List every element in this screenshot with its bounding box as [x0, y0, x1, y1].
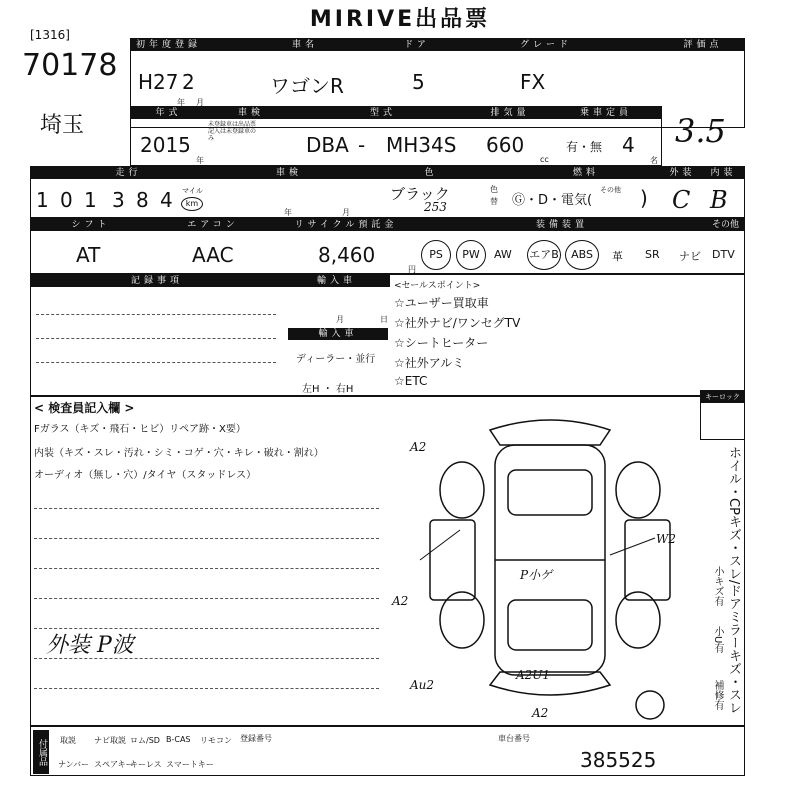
acc-label2: スペアキー: [94, 760, 134, 769]
km-unit: km: [181, 197, 203, 211]
fuel-close: ): [640, 186, 648, 210]
displacement: 660: [486, 133, 525, 157]
notes-line: [36, 314, 276, 315]
acc-label: ロム/SD: [130, 736, 160, 745]
model-year: 2015: [140, 133, 191, 157]
hdr-first-reg: 初年度登録: [131, 39, 206, 51]
document-title: MIRIVE出品票: [309, 7, 491, 32]
capacity-yes-no: 有・無: [566, 140, 603, 154]
inspector-rule: [34, 508, 379, 509]
inspector-rule: [34, 598, 379, 599]
diagram-mark: P小ゲ: [520, 568, 553, 582]
diagram-mark: Au2: [410, 678, 435, 692]
hdr-model-year: 年式: [131, 107, 206, 119]
interior-grade: B: [710, 186, 728, 214]
hdr-grade: グレード: [430, 39, 662, 51]
sales-header: <セールスポイント>: [394, 281, 481, 291]
acc-label: 取説: [60, 736, 76, 745]
hdr-shift: シフト: [31, 219, 151, 231]
inspector-rule: [34, 688, 379, 689]
color-name: ブラック: [390, 185, 450, 203]
unregistered-note: 未登録車は出品票 記入は未登録車の み: [208, 121, 257, 142]
capacity: 4: [622, 133, 635, 157]
inspector-rule: [34, 568, 379, 569]
model-year-unit: 年: [196, 156, 204, 165]
model-prefix: DBA: [306, 133, 349, 157]
import-type-header: 輸入車: [288, 328, 388, 340]
hdr-interior: 内装: [703, 167, 744, 179]
mileage-digit: 1: [84, 188, 97, 212]
equip-sr: SR: [645, 248, 660, 261]
hdr-other: その他: [707, 219, 744, 231]
color-code: 253: [424, 200, 447, 214]
equip-pw: PW: [456, 240, 486, 270]
inspector-header: < 検査員記入欄 >: [34, 401, 135, 415]
notes-line: [36, 362, 276, 363]
hdr-mileage: 走行: [31, 167, 226, 179]
diagram-mark: W2: [656, 532, 676, 546]
lot-bracket: [1316]: [30, 28, 70, 42]
sales-point: ☆社外ナビ/ワンセグTV: [394, 316, 521, 330]
chassis-label: 車台番号: [498, 734, 530, 743]
reg-month: 月: [336, 315, 344, 324]
reg-number-label: 登録番号: [240, 734, 272, 743]
shift: AT: [76, 243, 101, 267]
aircon: AAC: [192, 243, 234, 267]
sales-point: ☆ユーザー買取車: [394, 296, 489, 310]
equip-abs: ABS: [565, 240, 599, 270]
first-reg-year-unit: 年: [177, 98, 185, 107]
capacity-unit: 名: [650, 156, 658, 165]
door-count: 5: [412, 70, 425, 94]
acc-label2: スマートキー: [166, 760, 214, 769]
hdr-aircon: エアコン: [151, 219, 275, 231]
accessory-label: 付属品: [33, 730, 49, 774]
grade: FX: [520, 70, 546, 94]
inspector-rule: [34, 538, 379, 539]
diagram-mark: A2U1: [516, 668, 551, 682]
cc-unit: cc: [540, 155, 549, 164]
hdr-score: 評価点: [662, 39, 744, 51]
exterior-grade: C: [672, 186, 691, 214]
hdr-exterior: 外装: [662, 167, 703, 179]
hdr-key-lock: キーロック: [701, 391, 744, 403]
hdr-model: 型式: [296, 107, 470, 119]
hdr-equipment: 装備装置: [417, 219, 707, 231]
recycle-fee: 8,460: [318, 243, 376, 267]
equip-dtv: DTV: [712, 248, 735, 261]
inspector-handwritten: 外装 P波: [46, 633, 134, 658]
mileage-digit: 1: [36, 188, 49, 212]
hdr-vehicle-check-2: 車検: [226, 167, 352, 179]
acc-label2: キーレス: [130, 760, 162, 769]
first-reg-era: H27: [138, 70, 179, 94]
inspector-line: オーディオ（無し・穴）/タイヤ（スタッドレス）: [34, 470, 257, 481]
yen-unit: 円: [408, 265, 416, 274]
equip-navi: ナビ: [679, 250, 701, 263]
model-dash: -: [358, 133, 366, 157]
handle-side: 左H ・ 右H: [302, 384, 354, 395]
diagram-mark: A2: [532, 706, 549, 720]
color-label: 色 替: [490, 185, 498, 206]
reg-day: 日: [380, 315, 388, 324]
car-name: ワゴンR: [270, 74, 344, 98]
acc-label2: ナンバー: [58, 760, 90, 769]
acc-label: リモコン: [200, 736, 232, 745]
model-code: MH34S: [386, 133, 457, 157]
mileage-digit: 0: [60, 188, 73, 212]
side-note: 小キズ有: [712, 566, 723, 606]
acc-label: ナビ取説: [94, 736, 126, 745]
chassis-number: 385525: [580, 748, 657, 772]
equip-aw: AW: [494, 248, 512, 261]
fuel-other: その他: [600, 186, 621, 194]
equip-ps: PS: [421, 240, 451, 270]
mileage-digit: 4: [160, 188, 173, 212]
inspector-line: Fガラス（キズ・飛石・ヒビ）リペア跡・X要）: [34, 424, 246, 435]
hdr-notes: 記録事項: [31, 275, 283, 287]
hdr-color: 色: [352, 167, 510, 179]
fuel: Ⓖ・D・電気(: [512, 193, 593, 208]
hdr-door: ドア: [404, 40, 430, 50]
check-year: 年: [284, 208, 292, 217]
side-note: 補修有: [712, 680, 723, 710]
hdr-capacity: 乗車定員: [550, 107, 662, 119]
hdr-vehicle-class: 輸入車: [283, 275, 390, 287]
side-note: 小U有: [712, 626, 723, 654]
hdr-fuel: 燃料: [510, 167, 662, 179]
hdr-vehicle-check: 車検: [206, 107, 296, 119]
diagram-mark: A2: [392, 594, 409, 608]
prefecture: 埼玉: [40, 113, 85, 138]
equip-airbag: エアB: [527, 240, 561, 270]
dealer-parallel: ディーラー・並行: [296, 354, 376, 365]
mile-unit: マイル: [182, 187, 203, 195]
hdr-car-name: 車名: [206, 39, 404, 51]
first-reg-month: 2: [182, 70, 195, 94]
sales-point: ☆社外アルミ: [394, 356, 465, 370]
round-mark: [636, 691, 664, 719]
hdr-recycle: リサイクル預託金: [275, 219, 417, 231]
first-reg-month-unit: 月: [196, 98, 204, 107]
hdr-displacement: 排気量: [470, 107, 550, 119]
score: 3.5: [675, 112, 726, 150]
side-note: ホイル・CPキズ・スレ/ドアミラーキズ・スレ: [726, 446, 741, 715]
acc-label: B-CAS: [166, 735, 191, 744]
notes-line: [36, 338, 276, 339]
diagram-mark: A2: [410, 440, 427, 454]
mileage-digit: 3: [112, 188, 125, 212]
check-month: 月: [342, 208, 350, 217]
equip-leather: 革: [612, 250, 623, 263]
inspector-line: 内装（キズ・スレ・汚れ・シミ・コゲ・穴・キレ・破れ・割れ）: [34, 448, 324, 459]
sales-point: ☆シートヒーター: [394, 336, 489, 350]
sales-point: ☆ETC: [394, 374, 428, 388]
mileage-digit: 8: [136, 188, 149, 212]
lot-number: 70178: [22, 48, 118, 83]
